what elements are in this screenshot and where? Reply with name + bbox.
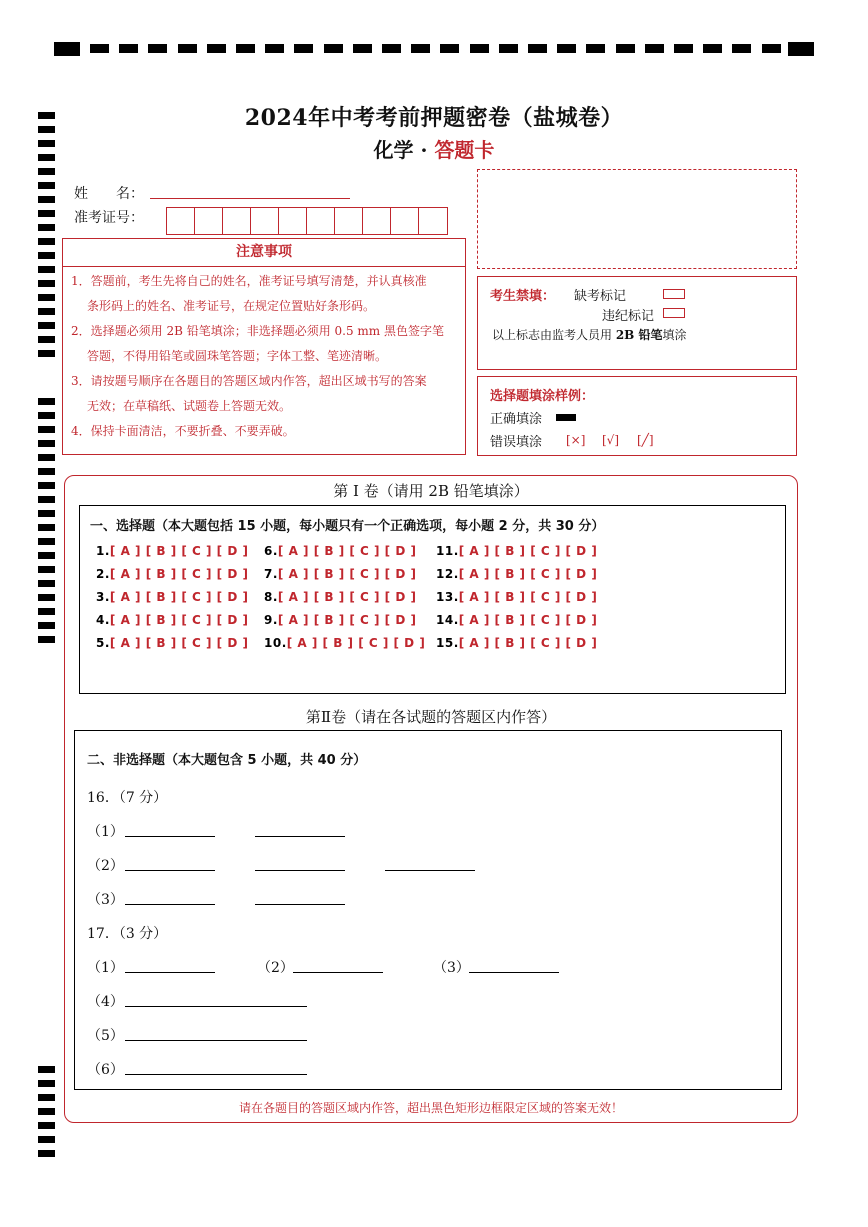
choice-question[interactable]: [436, 567, 597, 581]
question-number: 11.: [436, 544, 459, 558]
sub-question-label: （3）: [87, 892, 124, 908]
absent-label: 缺考标记: [574, 289, 627, 304]
choice-question[interactable]: [96, 613, 248, 627]
choice-question[interactable]: [436, 613, 597, 627]
non-choice-section-title: 二、非选择题（本大题包含 5 小题，共 40 分）: [87, 753, 367, 768]
choice-question[interactable]: [264, 544, 416, 558]
non-choice-answer-box: [74, 730, 782, 1090]
correct-fill-label: 正确填涂: [490, 412, 543, 427]
choice-question[interactable]: [96, 636, 248, 650]
page-title: 2024年中考考前押题密卷（盐城卷）: [244, 105, 624, 131]
question-number: 3.: [96, 590, 110, 604]
notice-line: 2．选择题必须用 2B 铅笔填涂；非选择题必须用 0.5 mm 黑色签字笔: [71, 324, 445, 338]
id-number-boxes[interactable]: [166, 207, 448, 235]
choice-question[interactable]: [264, 636, 425, 650]
question-number: 6.: [264, 544, 278, 558]
choice-section-title: 一、选择题（本大题包括 15 小题，每小题只有一个正确选项，每小题 2 分，共 30 分）: [90, 519, 605, 534]
subtitle-subject: 化学 ·: [373, 138, 435, 162]
sub-question-label: （5）: [87, 1028, 124, 1044]
id-digit-box[interactable]: [419, 208, 447, 234]
question-number: 14.: [436, 613, 459, 627]
sub-question-label: （4）: [87, 994, 124, 1010]
wrong-mark-slash: [╱]: [637, 433, 654, 447]
answer-options[interactable]: [ A ] [ B ] [ C ] [ D ]: [109, 544, 249, 558]
question-17-label: 17．（3 分）: [87, 926, 168, 942]
timing-marks-left: [38, 0, 56, 1227]
id-digit-box[interactable]: [335, 208, 363, 234]
sub-question-label: （3）: [433, 960, 470, 976]
notice-line: 1．答题前，考生先将自己的姓名，准考证号填写清楚，并认真核准: [71, 274, 427, 288]
answer-line[interactable]: [125, 972, 215, 973]
question-number: 8.: [264, 590, 278, 604]
violation-label: 违纪标记: [602, 309, 655, 324]
choice-question[interactable]: [96, 544, 248, 558]
choice-question[interactable]: [96, 567, 248, 581]
name-label: 姓 名：: [74, 186, 144, 202]
choice-question[interactable]: [436, 590, 597, 604]
notice-line: 3．请按题号顺序在各题目的答题区域内作答，超出区域书写的答案: [71, 374, 427, 388]
absent-mark-box[interactable]: [663, 289, 685, 299]
sample-title: 选择题填涂样例：: [490, 389, 595, 404]
wrong-mark-check: [√]: [602, 433, 620, 447]
id-digit-box[interactable]: [391, 208, 419, 234]
wrong-fill-label: 错误填涂: [490, 435, 543, 450]
forbidden-note: 以上标志由监考人员用 2B 铅笔填涂: [492, 328, 687, 342]
name-field[interactable]: [150, 198, 350, 199]
choice-answer-box: [79, 505, 786, 694]
answer-line[interactable]: [125, 1074, 307, 1075]
answer-line[interactable]: [125, 870, 215, 871]
question-number: 9.: [264, 613, 278, 627]
sub-question-label: （1）: [87, 824, 124, 840]
answer-options[interactable]: [ A ] [ B ] [ C ] [ D ]: [109, 613, 249, 627]
question-number: 7.: [264, 567, 278, 581]
question-number: 12.: [436, 567, 459, 581]
notice-box: [62, 238, 466, 455]
answer-options[interactable]: [ A ] [ B ] [ C ] [ D ]: [286, 636, 426, 650]
question-number: 1.: [96, 544, 110, 558]
sub-question-label: （1）: [87, 960, 124, 976]
sub-question-label: （6）: [87, 1062, 124, 1078]
choice-question[interactable]: [436, 636, 597, 650]
answer-options[interactable]: [ A ] [ B ] [ C ] [ D ]: [109, 567, 249, 581]
question-number: 2.: [96, 567, 110, 581]
id-label: 准考证号：: [74, 210, 144, 226]
question-16-label: 16．（7 分）: [87, 790, 168, 806]
timing-marks-top: [54, 41, 814, 57]
answer-line[interactable]: [469, 972, 559, 973]
answer-options[interactable]: [ A ] [ B ] [ C ] [ D ]: [458, 590, 598, 604]
subtitle-card: 答题卡: [434, 138, 495, 162]
notice-line: 条形码上的姓名、准考证号，在规定位置贴好条形码。: [87, 299, 376, 313]
forbidden-label: 考生禁填：: [490, 289, 556, 304]
sub-question-label: （2）: [257, 960, 294, 976]
id-digit-box[interactable]: [363, 208, 391, 234]
answer-options[interactable]: [ A ] [ B ] [ C ] [ D ]: [458, 544, 598, 558]
sub-question-label: （2）: [87, 858, 124, 874]
answer-line[interactable]: [385, 870, 475, 871]
id-digit-box[interactable]: [223, 208, 251, 234]
violation-mark-box[interactable]: [663, 308, 685, 318]
choice-question[interactable]: [264, 590, 416, 604]
notice-line: 无效；在草稿纸、试题卷上答题无效。: [87, 399, 292, 413]
page-subtitle: [0, 134, 868, 163]
barcode-area: [477, 169, 797, 269]
fill-sample-box: [477, 376, 797, 456]
choice-question[interactable]: [264, 567, 416, 581]
answer-line[interactable]: [125, 836, 215, 837]
choice-question[interactable]: [264, 613, 416, 627]
notice-line: 4．保持卡面清洁，不要折叠、不要弄破。: [71, 424, 295, 438]
part2-title: 第Ⅱ卷（请在各试题的答题区内作答）: [305, 708, 557, 726]
answer-line[interactable]: [125, 1006, 307, 1007]
question-number: 5.: [96, 636, 110, 650]
choice-question[interactable]: [436, 544, 597, 558]
notice-line: 答题，不得用铅笔或圆珠笔答题；字体工整、笔迹清晰。: [87, 349, 388, 363]
answer-options[interactable]: [ A ] [ B ] [ C ] [ D ]: [277, 613, 417, 627]
question-number: 13.: [436, 590, 459, 604]
id-digit-box[interactable]: [167, 208, 195, 234]
choice-question[interactable]: [96, 590, 248, 604]
examinee-forbidden-box: [477, 276, 797, 370]
id-digit-box[interactable]: [279, 208, 307, 234]
answer-options[interactable]: [ A ] [ B ] [ C ] [ D ]: [277, 567, 417, 581]
id-digit-box[interactable]: [307, 208, 335, 234]
correct-fill-mark: [556, 414, 576, 421]
answer-line[interactable]: [125, 1040, 307, 1041]
question-number: 4.: [96, 613, 110, 627]
part1-title: 第 I 卷（请用 2B 铅笔填涂）: [333, 482, 529, 500]
id-digit-box[interactable]: [195, 208, 223, 234]
footer-warning: 请在各题目的答题区域内作答，超出黑色矩形边框限定区域的答案无效！: [238, 1101, 623, 1115]
id-digit-box[interactable]: [251, 208, 279, 234]
answer-line[interactable]: [293, 972, 383, 973]
answer-options[interactable]: [ A ] [ B ] [ C ] [ D ]: [458, 567, 598, 581]
answer-options[interactable]: [ A ] [ B ] [ C ] [ D ]: [458, 613, 598, 627]
question-number: 15.: [436, 636, 459, 650]
answer-options[interactable]: [ A ] [ B ] [ C ] [ D ]: [109, 590, 249, 604]
wrong-mark-x: [×]: [566, 433, 586, 447]
question-number: 10.: [264, 636, 287, 650]
answer-options[interactable]: [ A ] [ B ] [ C ] [ D ]: [458, 636, 598, 650]
answer-line[interactable]: [255, 904, 345, 905]
answer-options[interactable]: [ A ] [ B ] [ C ] [ D ]: [277, 544, 417, 558]
answer-options[interactable]: [ A ] [ B ] [ C ] [ D ]: [277, 590, 417, 604]
answer-options[interactable]: [ A ] [ B ] [ C ] [ D ]: [109, 636, 249, 650]
notice-title: 注意事项: [63, 239, 465, 267]
answer-line[interactable]: [125, 904, 215, 905]
answer-line[interactable]: [255, 836, 345, 837]
answer-line[interactable]: [255, 870, 345, 871]
